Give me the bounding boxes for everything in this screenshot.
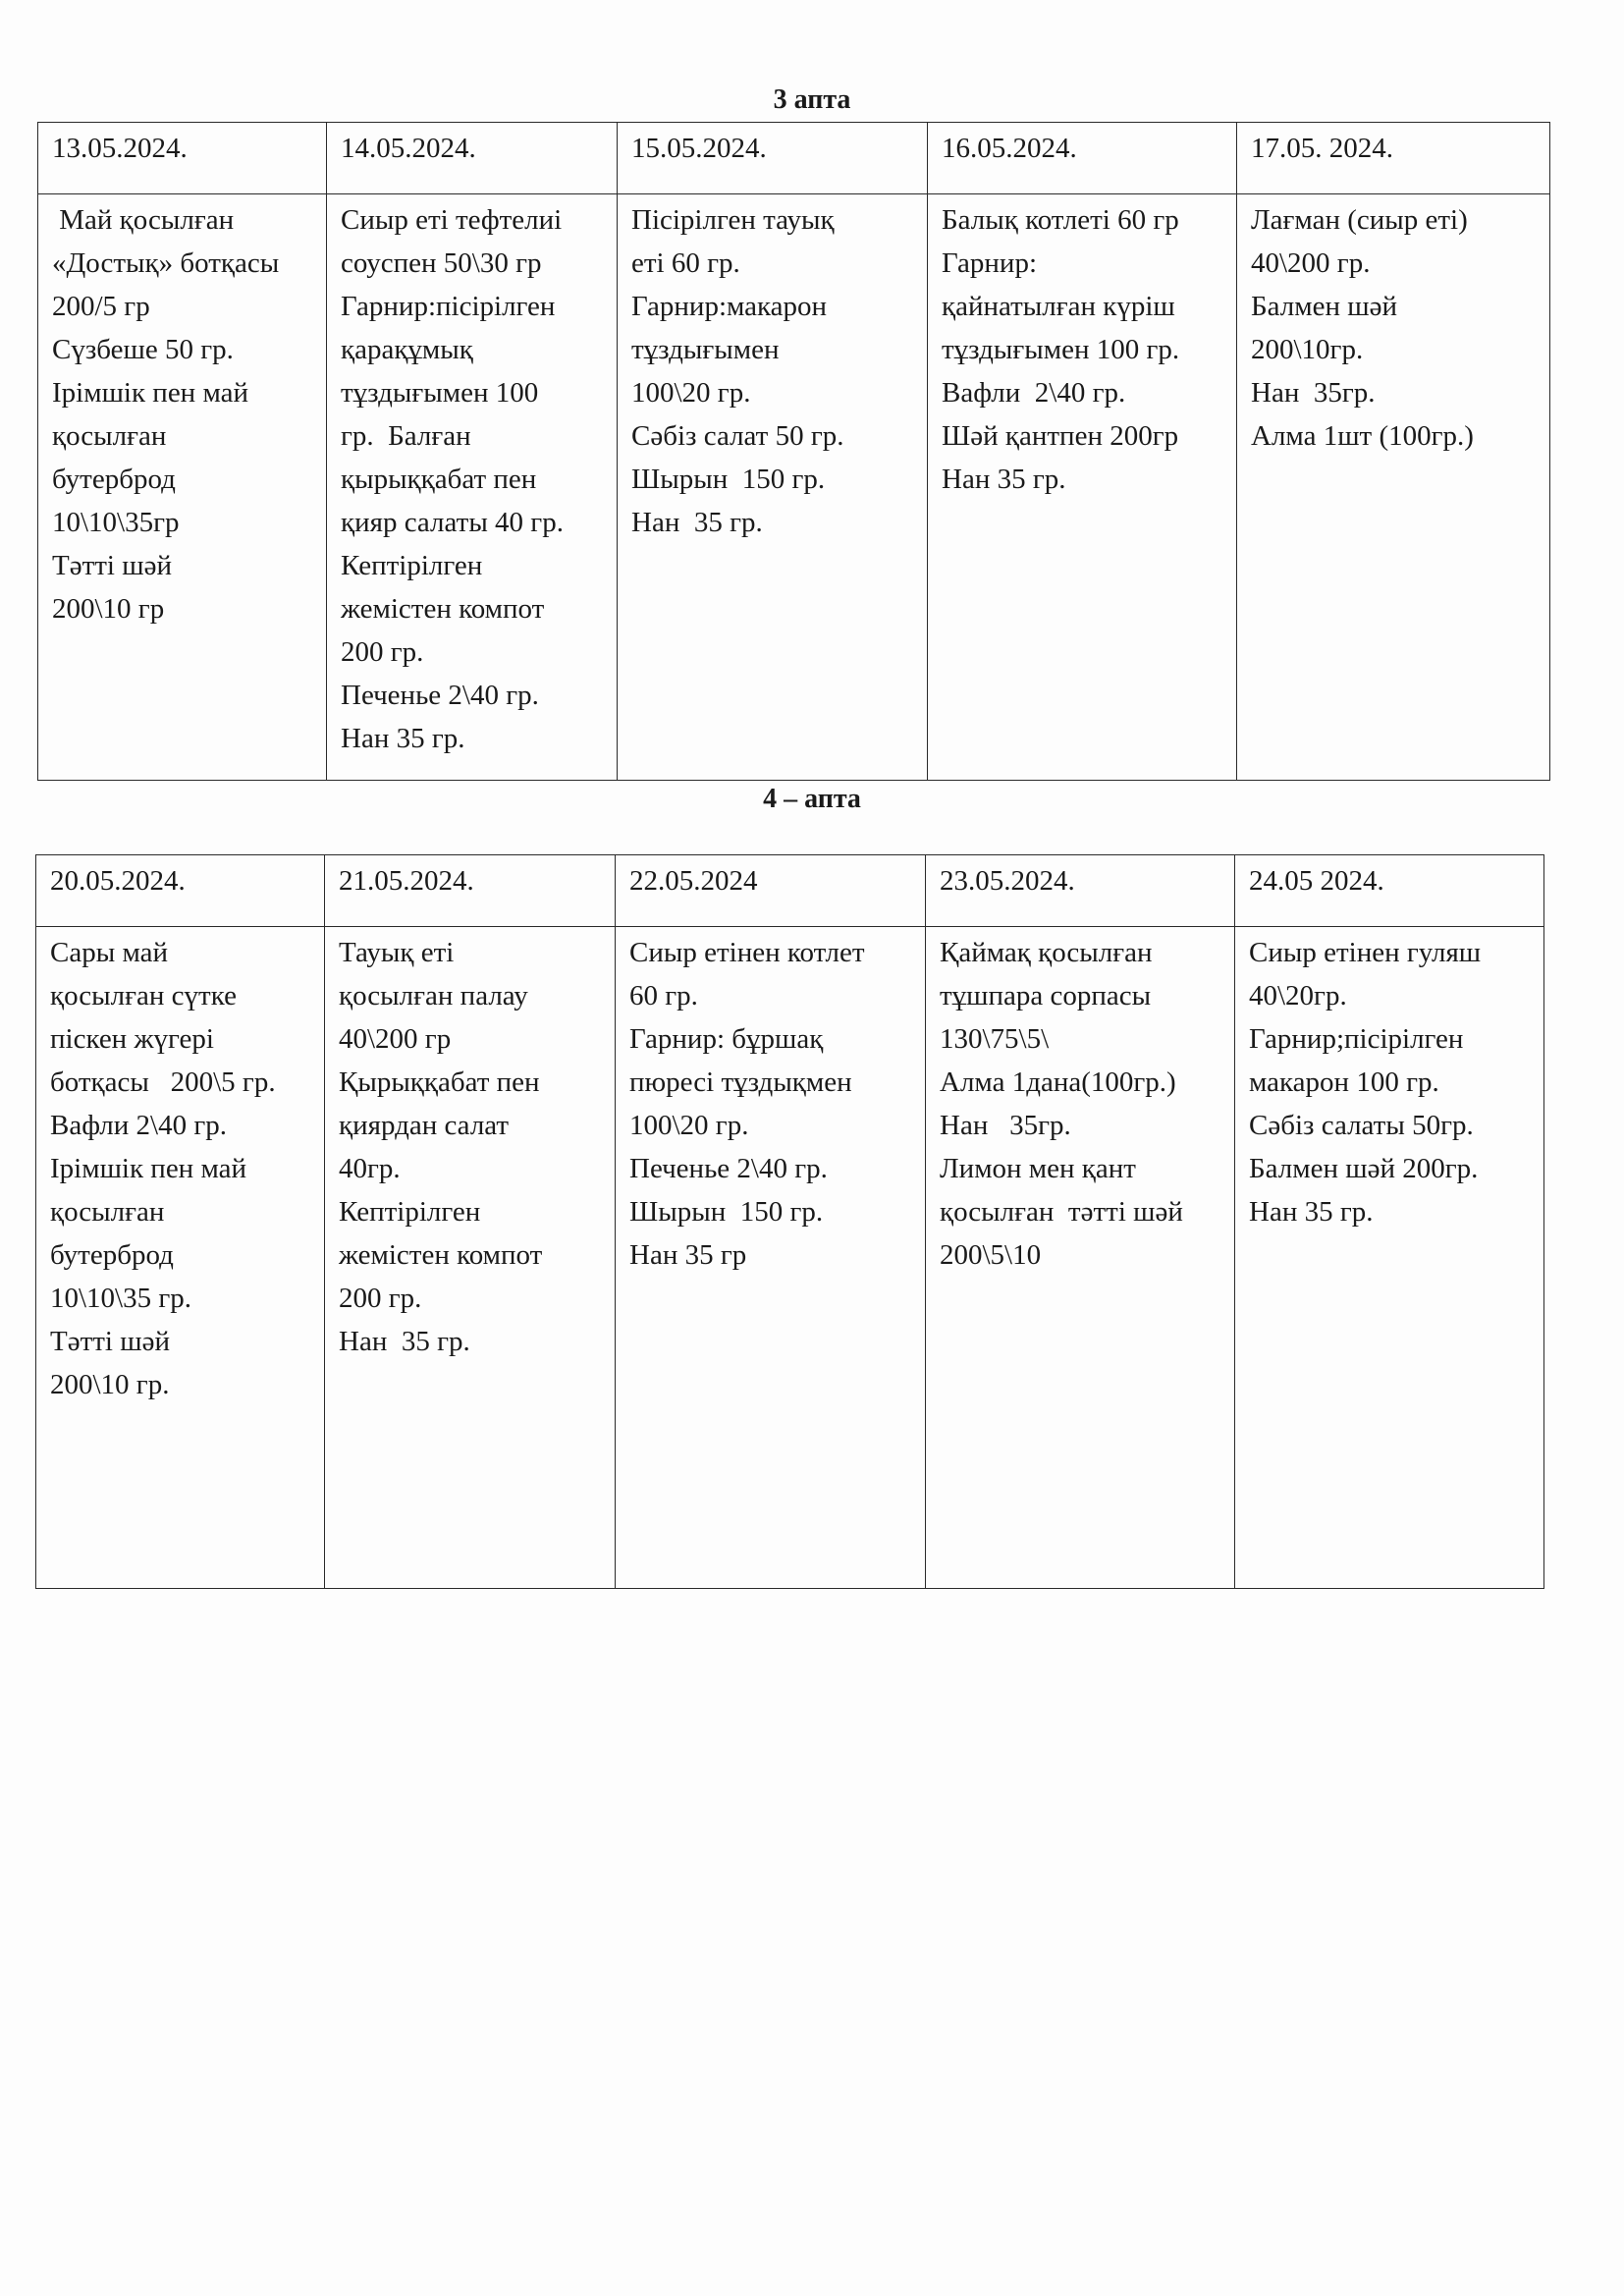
- menu-item-line: Кептірілген: [339, 1196, 481, 1228]
- menu-item-line: Тауық еті: [339, 937, 455, 968]
- menu-item-line: 200\10 гр: [52, 593, 165, 625]
- menu-item-line: Гарнир:пісірілген: [341, 291, 556, 322]
- menu-item-line: 60 гр.: [629, 980, 698, 1011]
- date-cell: 17.05. 2024.: [1237, 123, 1550, 194]
- menu-item-line: Печенье 2\40 гр.: [341, 680, 539, 711]
- date-cell: 23.05.2024.: [926, 855, 1235, 927]
- menu-item-line: Сәбіз салат 50 гр.: [631, 420, 844, 452]
- menu-item-line: Вафли 2\40 гр.: [942, 377, 1126, 409]
- menu-item-line: Кептірілген: [341, 550, 483, 581]
- menu-item-line: қосылған тәтті шәй: [940, 1196, 1183, 1228]
- menu-item-line: макарон 100 гр.: [1249, 1066, 1439, 1098]
- menu-item-line: Май қосылған: [52, 204, 235, 236]
- menu-item-line: 40\200 гр: [339, 1023, 452, 1055]
- menu-item-line: Нан 35 гр.: [1249, 1196, 1374, 1228]
- menu-item-line: Алма 1дана(100гр.): [940, 1066, 1176, 1098]
- menu-item-line: Сиыр етінен котлет: [629, 937, 865, 968]
- menu-item-line: бутерброд: [50, 1239, 174, 1271]
- meal-cell: [1237, 194, 1550, 781]
- menu-item-line: қосылған: [50, 1196, 165, 1228]
- menu-item-line: бутерброд: [52, 464, 176, 495]
- menu-item-line: Қаймақ қосылған: [940, 937, 1153, 968]
- meal-cell: [1235, 927, 1544, 1589]
- menu-item-line: Сиыр етінен гуляш: [1249, 937, 1482, 968]
- meal-cell: [38, 194, 327, 781]
- menu-item-line: 200/5 гр: [52, 291, 150, 322]
- menu-item-line: 100\20 гр.: [629, 1110, 749, 1141]
- menu-item-line: 130\75\5\: [940, 1023, 1050, 1055]
- menu-item-line: қияр салаты 40 гр.: [341, 507, 564, 538]
- meal-cell: [618, 194, 928, 781]
- menu-item-line: Тәтті шәй: [50, 1326, 170, 1357]
- date-row: [36, 855, 1544, 927]
- menu-item-line: Нан 35 гр.: [942, 464, 1066, 495]
- menu-item-line: Гарнир: бұршақ: [629, 1023, 824, 1055]
- menu-item-line: тұздығымен: [631, 334, 780, 365]
- menu-item-line: Вафли 2\40 гр.: [50, 1110, 227, 1141]
- menu-item-line: Балық котлеті 60 гр: [942, 204, 1179, 236]
- week-4-menu-table: [35, 854, 1544, 1589]
- menu-item-line: тұшпара сорпасы: [940, 980, 1152, 1011]
- menu-item-line: Сүзбеше 50 гр.: [52, 334, 234, 365]
- menu-item-line: 40\200 гр.: [1251, 247, 1371, 279]
- week-3-title: 3 апта: [773, 84, 851, 115]
- menu-item-line: қырыққабат пен: [341, 464, 537, 495]
- meal-cell: [327, 194, 618, 781]
- menu-item-line: қосылған палау: [339, 980, 528, 1011]
- menu-item-line: тұздығымен 100: [341, 377, 539, 409]
- date-cell: 24.05 2024.: [1235, 855, 1544, 927]
- menu-item-line: Сиыр еті тефтелиі: [341, 204, 563, 236]
- menu-item-line: ботқасы 200\5 гр.: [50, 1066, 276, 1098]
- menu-item-line: Ірімшік пен май: [52, 377, 248, 409]
- menu-item-line: Нан 35 гр.: [339, 1326, 470, 1357]
- menu-item-line: Нан 35 гр: [629, 1239, 747, 1271]
- menu-item-line: піскен жүгері: [50, 1023, 214, 1055]
- menu-item-line: 200\10 гр.: [50, 1369, 170, 1400]
- menu-item-line: тұздығымен 100 гр.: [942, 334, 1180, 365]
- menu-item-line: Шырын 150 гр.: [629, 1196, 824, 1228]
- menu-item-line: «Достық» ботқасы: [52, 247, 280, 279]
- date-cell: 22.05.2024: [616, 855, 926, 927]
- meal-cell: [926, 927, 1235, 1589]
- menu-item-line: гр. Балған: [341, 420, 471, 452]
- menu-item-line: Қырыққабат пен: [339, 1066, 540, 1098]
- menu-item-line: Ірімшік пен май: [50, 1153, 246, 1184]
- date-cell: 20.05.2024.: [36, 855, 325, 927]
- date-cell: 14.05.2024.: [327, 123, 618, 194]
- menu-item-line: Алма 1шт (100гр.): [1251, 420, 1474, 452]
- menu-item-line: Пісірілген тауық: [631, 204, 835, 236]
- menu-item-line: қосылған сүтке: [50, 980, 237, 1011]
- menu-item-line: пюресі тұздықмен: [629, 1066, 852, 1098]
- menu-item-line: Печенье 2\40 гр.: [629, 1153, 828, 1184]
- menu-item-line: қарақұмық: [341, 334, 473, 365]
- meal-row: [36, 927, 1544, 1589]
- menu-item-line: 200\5\10: [940, 1239, 1042, 1271]
- meal-cell: [325, 927, 616, 1589]
- menu-item-line: 10\10\35 гр.: [50, 1283, 192, 1314]
- menu-item-line: жемістен компот: [339, 1239, 543, 1271]
- date-cell: 16.05.2024.: [928, 123, 1237, 194]
- menu-item-line: Гарнир;пісірілген: [1249, 1023, 1464, 1055]
- menu-item-line: Балмен шәй 200гр.: [1249, 1153, 1479, 1184]
- menu-item-line: 100\20 гр.: [631, 377, 751, 409]
- date-cell: 21.05.2024.: [325, 855, 616, 927]
- menu-item-line: Сары май: [50, 937, 168, 968]
- menu-item-line: Нан 35гр.: [1251, 377, 1376, 409]
- menu-item-line: еті 60 гр.: [631, 247, 740, 279]
- menu-item-line: қиярдан салат: [339, 1110, 510, 1141]
- meal-cell: [928, 194, 1237, 781]
- menu-item-line: Лағман (сиыр еті): [1251, 204, 1468, 236]
- menu-item-line: Нан 35 гр.: [341, 723, 465, 754]
- meal-cell: [616, 927, 926, 1589]
- date-row: [38, 123, 1550, 194]
- menu-item-line: Гарнир:: [942, 247, 1038, 279]
- meal-cell: [36, 927, 325, 1589]
- menu-item-line: 40гр.: [339, 1153, 401, 1184]
- menu-item-line: 40\20гр.: [1249, 980, 1347, 1011]
- menu-item-line: Лимон мен қант: [940, 1153, 1136, 1184]
- menu-item-line: 200\10гр.: [1251, 334, 1364, 365]
- menu-item-line: Нан 35гр.: [940, 1110, 1071, 1141]
- menu-item-line: Шырын 150 гр.: [631, 464, 826, 495]
- menu-item-line: соуспен 50\30 гр: [341, 247, 542, 279]
- menu-item-line: қайнатылған күріш: [942, 291, 1175, 322]
- menu-item-line: Балмен шәй: [1251, 291, 1397, 322]
- menu-item-line: 200 гр.: [339, 1283, 422, 1314]
- menu-item-line: 200 гр.: [341, 636, 424, 668]
- menu-item-line: Нан 35 гр.: [631, 507, 763, 538]
- menu-item-line: Шәй қантпен 200гр: [942, 420, 1179, 452]
- menu-item-line: Сәбіз салаты 50гр.: [1249, 1110, 1474, 1141]
- date-cell: 13.05.2024.: [38, 123, 327, 194]
- menu-item-line: Тәтті шәй: [52, 550, 172, 581]
- menu-item-line: Гарнир:макарон: [631, 291, 828, 322]
- date-cell: 15.05.2024.: [618, 123, 928, 194]
- meal-row: [38, 194, 1550, 781]
- week-3-menu-table: [37, 122, 1550, 781]
- menu-item-line: қосылған: [52, 420, 167, 452]
- menu-item-line: жемістен компот: [341, 593, 545, 625]
- menu-item-line: 10\10\35гр: [52, 507, 180, 538]
- week-4-title: 4 – апта: [763, 784, 861, 814]
